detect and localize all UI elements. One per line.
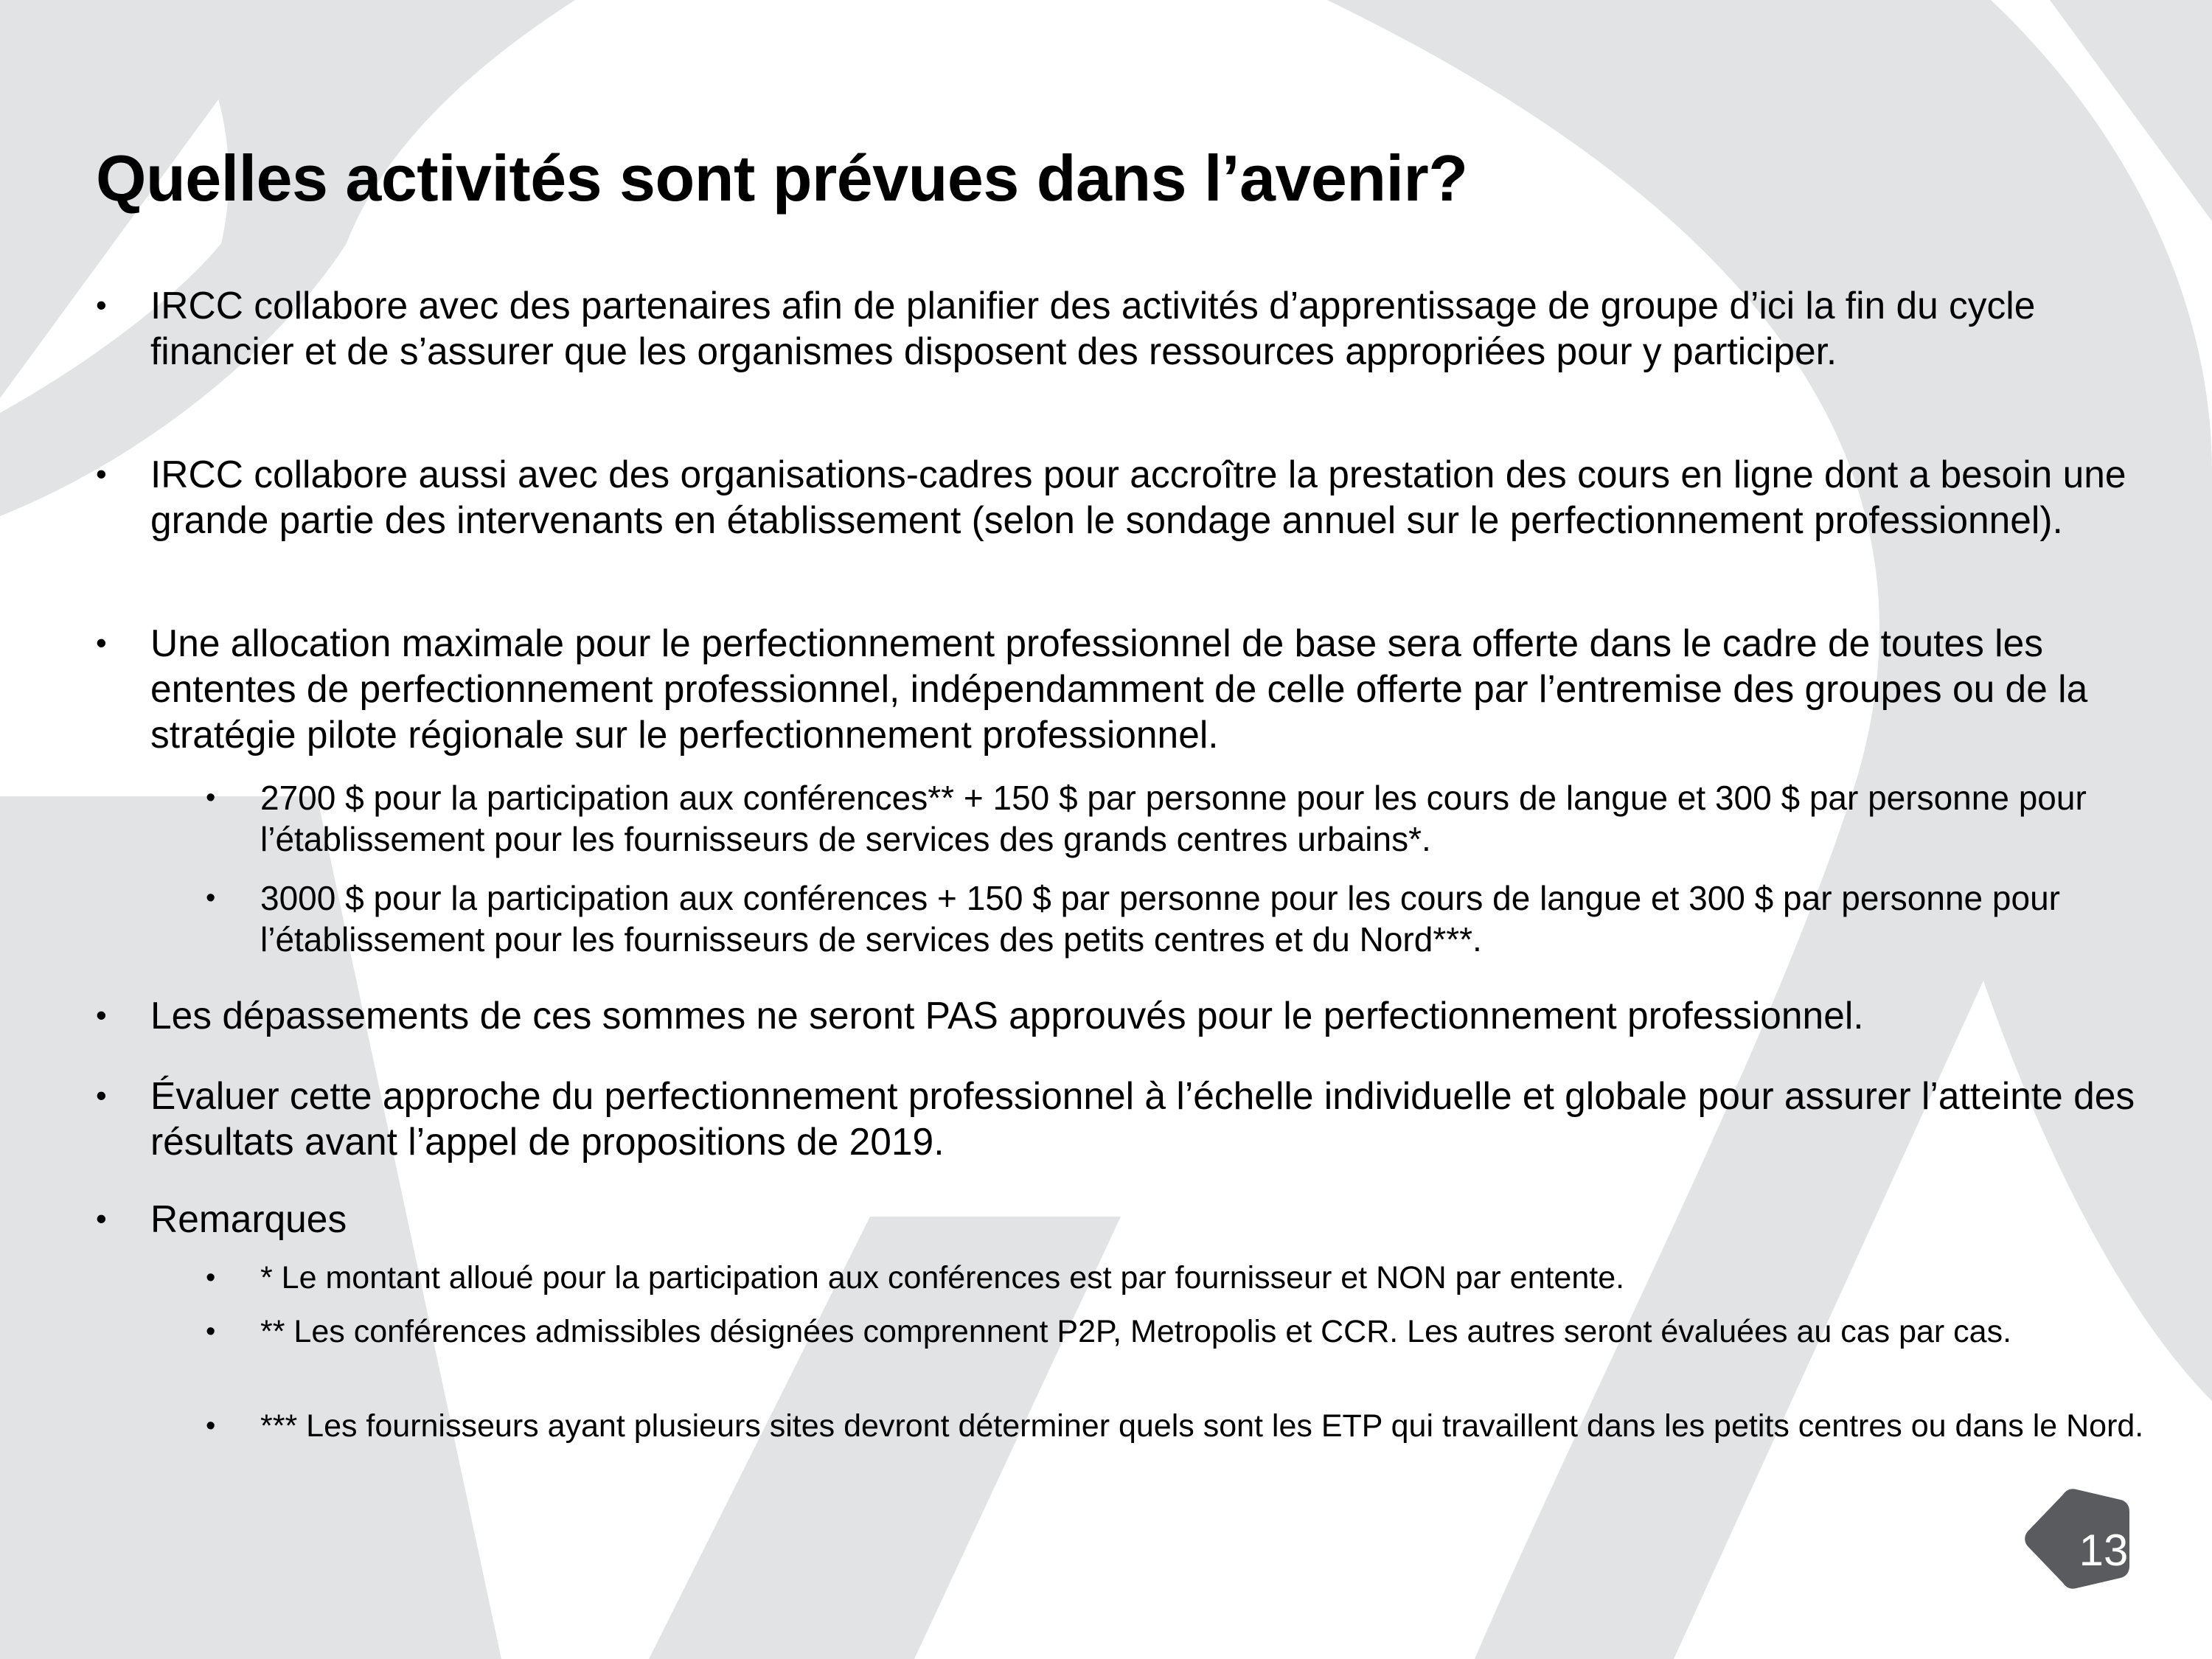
bullet-marker: •	[96, 625, 107, 660]
list-item-text: Évaluer cette approche du perfectionnement professionnel à l’échelle individuelle et globale pour assurer l’atteinte des résultats avant l’appel de propositions de 2019.	[150, 1074, 2135, 1163]
sub-list-item-text: 3000 $ pour la participation aux conférences + 150 $ par personne pour les cours de langue et 300 $ par personne pour l’établissement pour les fournisseurs de services des petits centres et du Nord***.	[260, 879, 2060, 959]
page-number: 13	[2079, 1526, 2129, 1575]
bullet-marker: •	[96, 456, 107, 491]
sub-list-item-text: 2700 $ pour la participation aux conférences** + 150 $ par personne pour les cours de langue et 300 $ par personne pour l’établissement pour les fournisseurs de services des grands centres urbains*.	[260, 779, 2087, 858]
bullet-marker: •	[96, 998, 107, 1032]
sub-list-item	[206, 1312, 2177, 1352]
sub-list-item	[206, 777, 2177, 860]
list-item	[96, 1196, 2185, 1242]
bullet-marker: •	[96, 288, 107, 322]
slide-title: Quelles activités sont prévues dans l’avenir?	[96, 142, 1468, 215]
list-item-text: Remarques	[150, 1197, 347, 1240]
sub-list-item-text: ** Les conférences admissibles désignées comprennent P2P, Metropolis et CCR. Les autres seront évaluées au cas par cas.	[260, 1314, 2012, 1349]
bullet-marker: •	[206, 1316, 216, 1347]
bullet-marker: •	[206, 1411, 216, 1441]
bullet-marker: •	[96, 1201, 107, 1236]
sub-list-item-text: *** Les fournisseurs ayant plusieurs sites devront déterminer quels sont les ETP qui travaillent dans les petits centres ou dans le Nord.	[260, 1408, 2144, 1444]
bullet-marker: •	[206, 1262, 216, 1293]
sub-list-item	[206, 877, 2177, 960]
bullet-marker: •	[206, 883, 216, 914]
list-item-text: IRCC collabore avec des partenaires afin de planifier des activités d’apprentissage de groupe d’ici la fin du cycle financier et de s’assurer que les organismes disposent des ressources appropriées pour y participer.	[150, 284, 2036, 372]
list-item	[96, 992, 2185, 1038]
sub-list-item	[206, 1407, 2177, 1446]
list-item	[96, 451, 2185, 543]
list-item	[96, 282, 2185, 374]
list-item	[96, 620, 2185, 757]
bullet-marker: •	[96, 1078, 107, 1113]
list-item-text: IRCC collabore aussi avec des organisations-cadres pour accroître la prestation des cours en ligne dont a besoin une grande partie des intervenants en établissement (selon le sondage annuel sur le perfectionnement professionnel).	[150, 453, 2126, 541]
sub-list-item	[206, 1259, 2177, 1298]
sub-list-item-text: * Le montant alloué pour la participation aux conférences est par fournisseur et NON par entente.	[260, 1260, 1625, 1295]
bullet-marker: •	[206, 782, 216, 813]
list-item-text: Les dépassements de ces sommes ne seront PAS approuvés pour le perfectionnement professionnel.	[150, 994, 1864, 1037]
list-item-text: Une allocation maximale pour le perfectionnement professionnel de base sera offerte dans le cadre de toutes les ententes de perfectionnement professionnel, indépendamment de celle offerte par l’entremise des groupes ou de la stratégie pilote régionale sur le perfectionnement professionnel.	[150, 622, 2088, 756]
list-item	[96, 1073, 2185, 1164]
